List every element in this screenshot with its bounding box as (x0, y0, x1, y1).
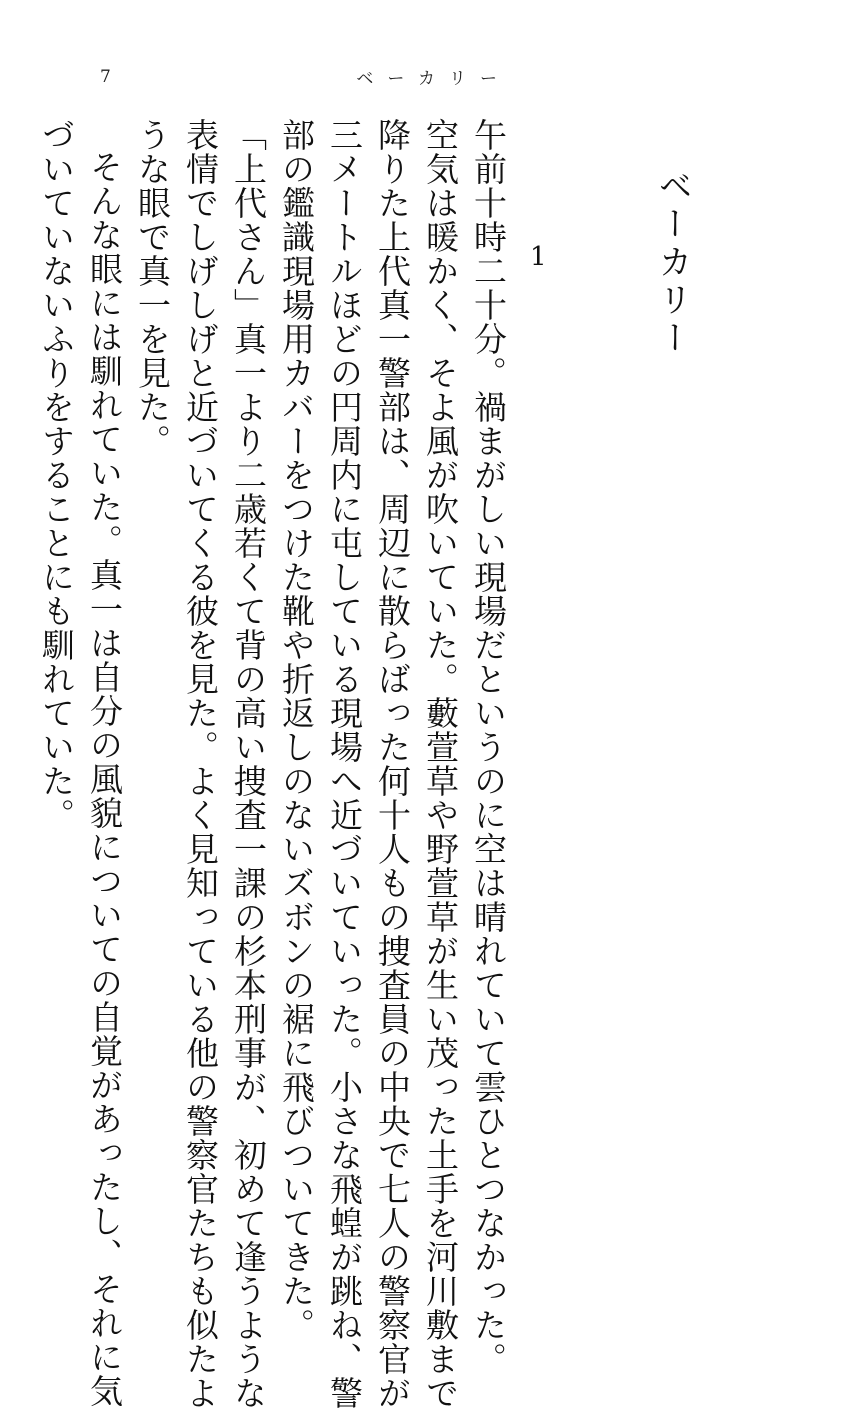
body-line-4: 三メートルほどの円周内に屯している現場へ近づいていった。小さな飛蝗が跳ね、警 (325, 118, 364, 1410)
body-line-9: そんな眼には馴れていた。真一は自分の風貌についての自覚があったし、それに気 (85, 150, 124, 1408)
body-line-1: 午前十時二十分。禍まがしい現場だというのに空は晴れていて雲ひとつなかった。 (469, 118, 508, 1376)
page-number: 7 (100, 66, 111, 87)
chapter-number: 1 (530, 242, 547, 272)
body-line-7: 表情でしげしげと近づいてくる彼を見た。よく見知っている他の警察官たちも似たよ (181, 118, 220, 1410)
page-header (100, 64, 511, 89)
body-line-6: 「上代さん」真一より二歳若くて背の高い捜査一課の杉本刑事が、初めて逢うような (229, 118, 268, 1410)
body-line-3: 降りた上代真一警部は、周辺に散らばった何十人もの捜査員の中央で七人の警察官が (373, 118, 412, 1410)
body-line-2: 空気は暖かく、そよ風が吹いていた。藪萱草や野萱草が生い茂った土手を河川敷まで (421, 118, 460, 1410)
body-line-8: うな眼で真一を見た。 (133, 118, 172, 458)
body-line-5: 部の鑑識現場用カバーをつけた靴や折返しのないズボンの裾に飛びついてきた。 (277, 118, 316, 1342)
chapter-title: ベーカリー (652, 168, 692, 358)
running-title: ベーカリー (356, 69, 511, 89)
body-line-10: づいていないふりをすることにも馴れていた。 (37, 118, 76, 832)
